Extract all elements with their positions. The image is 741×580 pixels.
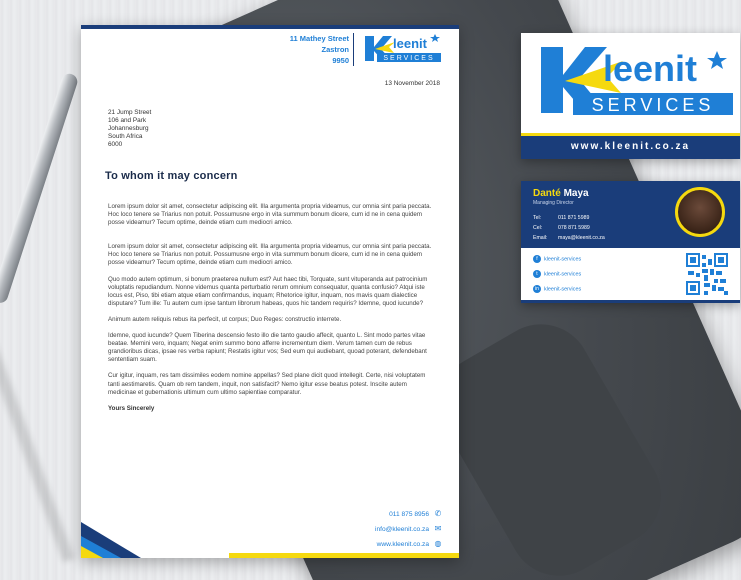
card-name: Danté Maya bbox=[533, 188, 589, 199]
social-facebook[interactable]: f kleenit-services bbox=[533, 255, 581, 263]
mail-icon: ✉ bbox=[434, 524, 442, 533]
contact-phone: 011 875 8956 bbox=[389, 511, 429, 518]
paragraph: Cur igitur, inquam, res tam dissimiles eodem nomine appellas? Sed plane dicit quod intellegit. Certe, nisi voluptatem tanti aestimaretis. Quam ob rem tandem, inquit, non satisfacit? Nemo igitur esse beatus potest. Inscite autem medicinae et gubernationis ultimum cum ultimo sapientiae comparatur. bbox=[108, 372, 426, 396]
linkedin-icon: in bbox=[533, 285, 541, 293]
corner-decoration bbox=[81, 512, 171, 558]
letter-body bbox=[108, 203, 433, 413]
svg-text:SERVICES: SERVICES bbox=[383, 55, 435, 62]
card-email: Email: maya@kleenit.co.za bbox=[533, 235, 605, 241]
contact-email[interactable]: info@kleenit.co.za bbox=[375, 526, 429, 533]
business-card-back bbox=[521, 181, 740, 303]
sender-address: 11 Mathey Street Zastron 9950 bbox=[289, 34, 349, 65]
letter-top-bar bbox=[81, 25, 459, 29]
phone-icon: ✆ bbox=[434, 509, 442, 518]
paragraph: Animum autem reliquis rebus ita perfecit, ut corpus; Duo Reges: constructio interrete. bbox=[108, 315, 342, 323]
globe-icon: ◍ bbox=[434, 539, 442, 548]
card-role: Managing Director bbox=[533, 200, 574, 206]
closing: Yours Sincerely bbox=[108, 404, 155, 412]
letter-contacts bbox=[375, 507, 429, 552]
contact-icons bbox=[433, 509, 445, 554]
social-linkedin[interactable]: in kleenit-services bbox=[533, 285, 581, 293]
kleenit-logo bbox=[533, 41, 733, 127]
letter-heading: To whom it may concern bbox=[105, 170, 238, 182]
kleenit-logo-small bbox=[361, 33, 443, 67]
address-divider bbox=[353, 33, 354, 66]
card-cel: Cel: 078 871 5989 bbox=[533, 225, 590, 231]
card-tel: Tel: 011 871 5989 bbox=[533, 215, 590, 221]
pen-shadow bbox=[0, 323, 74, 562]
contact-web[interactable]: www.kleenit.co.za bbox=[376, 541, 429, 548]
paragraph: Idemne, quod iucunde? Quem Tiberina descensio festo illo die tanto gaudio affecit, quanto L. Sint modo partes vitae beatae. Memini vero, inquam; Negat enim summo bono afferre incrementum diem. Verum tamen cum de rebus grandioribus dicas, ipsae res verba rapiunt; Restatis igitur vos; Sed eum qui audiebant, quoad poterant, defendebant sententiam suam. bbox=[108, 332, 427, 364]
bottom-strip bbox=[229, 553, 459, 558]
twitter-icon: t bbox=[533, 270, 541, 278]
recipient-address: 21 Jump Street 106 and Park Johannesburg South Africa 6000 bbox=[108, 109, 152, 148]
svg-text:SERVICES: SERVICES bbox=[591, 95, 715, 115]
avatar bbox=[675, 187, 725, 237]
paragraph: Lorem ipsum dolor sit amet, consectetur adipiscing elit. Illa argumenta propria videamus, cur omnia sint paria peccata. Hoc loco tenere se Triarius non potuit. Possumusne ergo in vita summum bonum dicere, cum id ne in cena quidem posse videamur? Tecum optime, deinde etiam cum mediocri amico. bbox=[108, 243, 432, 267]
letter-date: 13 November 2018 bbox=[384, 80, 440, 87]
pen-icon bbox=[0, 72, 79, 305]
paragraph: Lorem ipsum dolor sit amet, consectetur adipiscing elit. Illa argumenta propria videamus, cur omnia sint paria peccata. Hoc loco tenere se Triarius non potuit. Possumusne ergo in vita summum bonum dicere, cum id ne in cena quidem posse videamur? Tecum optime, deinde etiam cum mediocri amico. bbox=[108, 203, 432, 227]
letterhead bbox=[81, 25, 459, 558]
facebook-icon: f bbox=[533, 255, 541, 263]
business-card-front bbox=[521, 33, 740, 159]
svg-text:leenit: leenit bbox=[393, 36, 427, 51]
card-website[interactable]: www.kleenit.co.za bbox=[521, 133, 740, 159]
svg-text:leenit: leenit bbox=[603, 48, 698, 89]
paragraph: Quo modo autem optimum, si bonum praeterea nullum est? Aut haec tibi, Torquate, sunt vituperanda aut patrocinium voluptatis repudiandum. Nonne videmus quanta perturbatio rerum omnium consequatur, quanta confusio? Atqui iste locus est, Piso, tibi etiam atque etiam confirmandus, inquam; Rhetorice igitur, inquam, nos mavis quam dialectice disputare? Tum ille: Tu autem cum ipse tantum librorum habeas, quos hic tandem requiris? Idemne, quod iucunde? bbox=[108, 275, 428, 307]
card-footer-bar bbox=[521, 300, 740, 303]
qr-code-icon bbox=[686, 253, 728, 295]
social-twitter[interactable]: t kleenit-services bbox=[533, 270, 581, 278]
